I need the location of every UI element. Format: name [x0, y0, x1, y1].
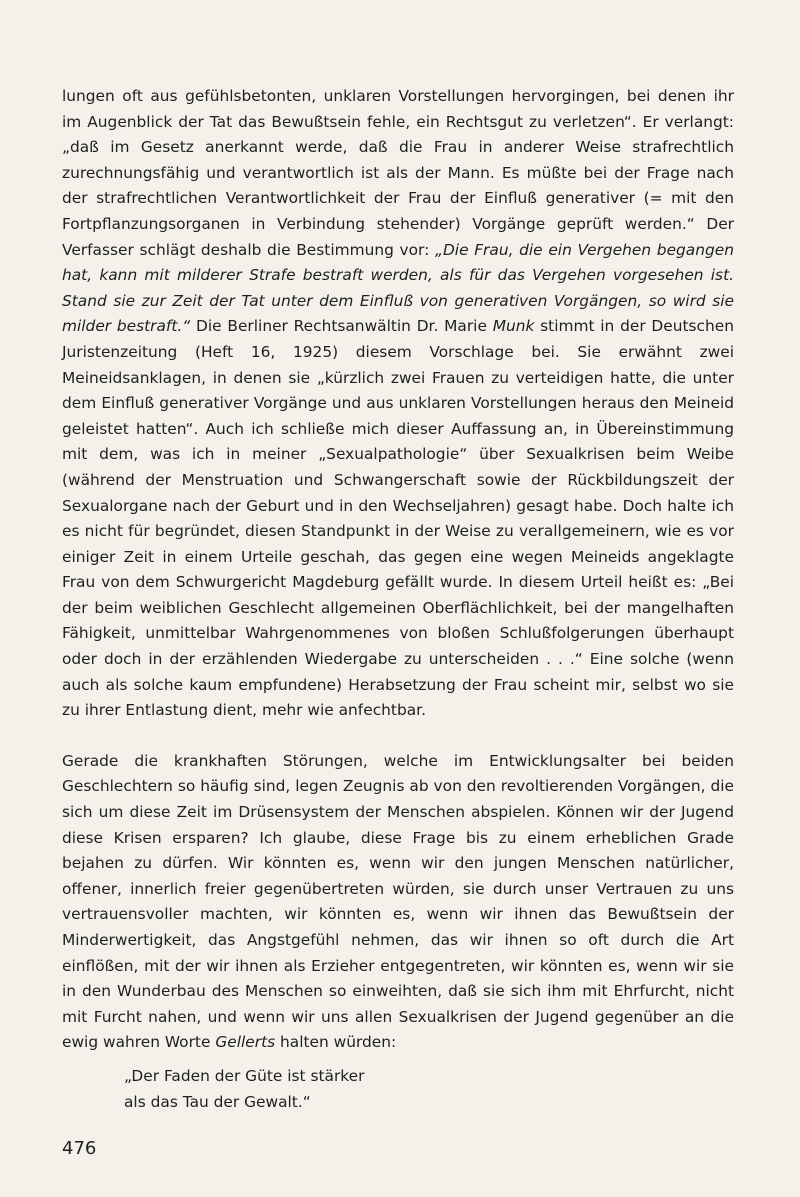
body-text — [62, 84, 734, 1056]
text-run: stimmt in der Deutschen Juristenzeitung (Heft 16, 1925) diesem Vorschlage bei. Sie erwähnt zwei Meineidsanklagen, in denen sie „kürzlich zwei Frauen zu verteidigen hatte, die unter dem Einfluß generativer Vorgänge und aus unklaren Vorstellungen heraus den Meineid geleistet hatten“. Auch ich schließe mich dieser Auffassung an, in Übereinstimmung mit dem, was ich in meiner „Sexualpathologie“ über Sexualkrisen beim Weibe (während der Menstruation und Schwangerschaft sowie der Rückbildungszeit der Sexualorgane nach der Geburt und in den Wechseljahren) gesagt habe. Doch halte ich es nicht für begründet, diesen Standpunkt in der Weise zu verallgemeinern, wie es vor einiger Zeit in einem Urteile geschah, das gegen eine wegen Meineids angeklagte Frau von dem Schwurgericht Magdeburg gefällt wurde. In diesem Urteil heißt es: „Bei der beim weiblichen Geschlecht allgemeinen Oberflächlichkeit, bei der mangelhaften Fähigkeit, unmittelbar Wahrgenommenes von bloßen Schlußfolgerungen überhaupt oder doch in der erzählenden Wiedergabe zu unterscheiden . . .“ Eine solche (wenn auch als solche kaum empfundene) Herabsetzung der Frau scheint mir, selbst wo sie zu ihrer Entlastung dient, mehr wie anfechtbar. — [62, 317, 734, 720]
quote-line: „Der Faden der Güte ist stärker — [124, 1067, 365, 1085]
text-run: Gerade die krankhaften Störungen, welche im Entwicklungsalter bei beiden Geschlechtern so häufig sind, legen Zeugnis ab von den revoltierenden Vorgängen, die sich um diese Zeit im Drüsensystem der Menschen abspielen. Können wir der Jugend diese Krisen ersparen? Ich glaube, diese Frage bis zu einem erheblichen Grade bejahen zu dürfen. Wir könnten es, wenn wir den jungen Menschen natürlicher, offener, innerlich freier gegenübertreten würden, sie durch unser Vertrauen zu uns vertrauensvoller machten, wir könnten es, wenn wir ihnen das Bewußtsein der Minderwertigkeit, das Angstgefühl nehmen, das wir ihnen so oft durch die Art einflößen, mit der wir ihnen als Erzieher entgegentreten, wir könnten es, wenn wir sie in den Wunderbau des Menschen so einweihten, daß sie sich ihm mit Ehrfurcht, nicht mit Furcht nahen, und wenn wir uns allen Sexualkrisen der Jugend gegenüber an die ewig wahren Worte — [62, 751, 734, 1052]
emphasized-text: Munk — [492, 317, 535, 336]
text-run: Die Berliner Rechtsanwältin Dr. Marie — [190, 317, 493, 336]
page-number: 476 — [62, 1138, 97, 1159]
text-run: lungen oft aus gefühlsbetonten, unklaren Vorstellungen hervorgingen, bei denen ihr im Augenblick der Tat das Bewußtsein fehle, ein Rechtsgut zu verletzen“. Er verlangt: „daß im Gesetz anerkannt werde, daß die Frau in anderer Weise strafrechtlich zurechnungsfähig und verantwortlich ist als der Mann. Es müßte bei der Frage nach der strafrechtlichen Verantwortlichkeit der Frau der Einfluß generativer (= mit den Fortpflanzungsorganen in Verbindung stehender) Vorgänge geprüft werden.“ Der Verfasser schlägt deshalb die Bestimmung vor: — [62, 87, 734, 259]
text-run: halten würden: — [275, 1033, 397, 1052]
paragraph — [62, 84, 734, 724]
emphasized-text: „Die Frau, die ein Vergehen begangen hat, kann mit milderer Strafe bestraft werden, als für das Vergehen vorgesehen ist. Stand sie zur Zeit der Tat unter dem Einfluß von generativen Vorgängen, so wird sie milder bestraft.“ — [62, 240, 734, 336]
paragraph — [62, 749, 734, 1056]
emphasized-text: Gellerts — [215, 1033, 276, 1052]
quote-line: als das Tau der Gewalt.“ — [124, 1092, 311, 1111]
verse-quote — [124, 1064, 364, 1115]
